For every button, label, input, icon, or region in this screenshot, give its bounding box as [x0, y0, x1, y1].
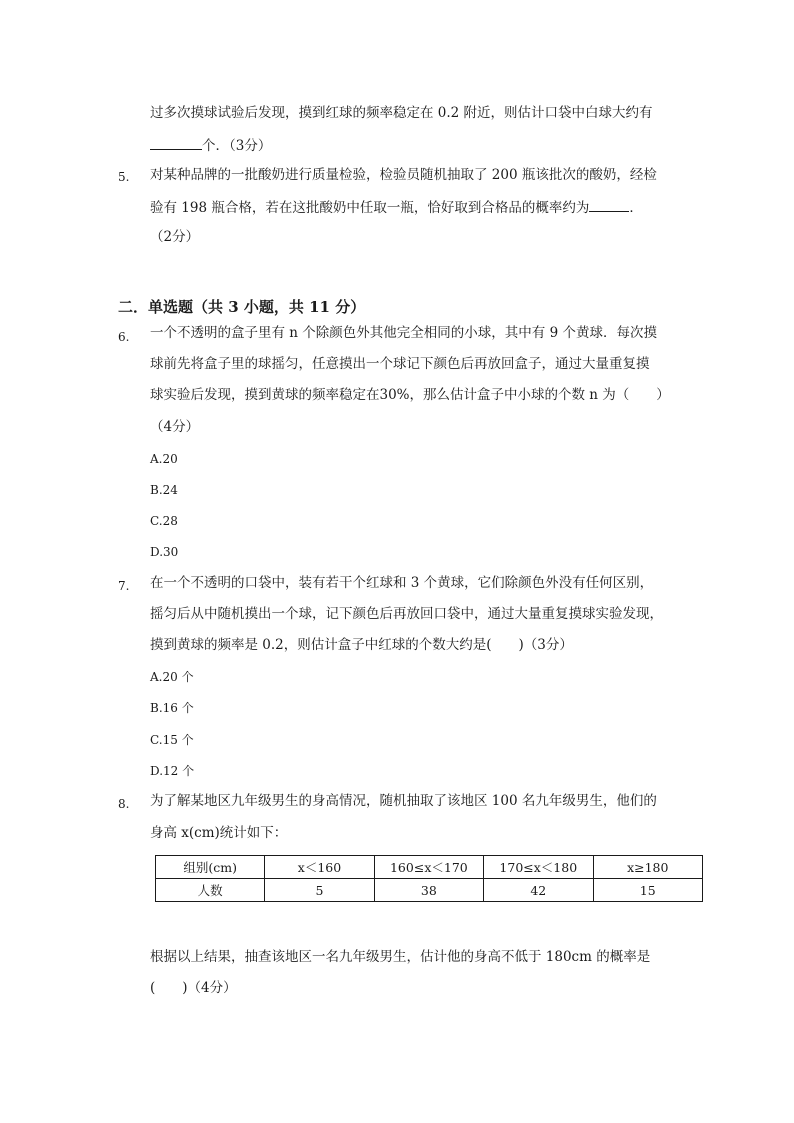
table-header-cell: 170≤x＜180: [484, 856, 593, 879]
table-header-cell: x＜160: [265, 856, 374, 879]
q5-line-1: 对某种品牌的一批酸奶进行质量检验，检验员随机抽取了 200 瓶该批次的酸奶，经检: [150, 167, 657, 183]
table-cell: 5: [265, 879, 374, 902]
q6-option-c: C.28: [150, 514, 178, 528]
q6-option-b: B.24: [150, 483, 178, 497]
q7-option-c: C.15 个: [150, 733, 194, 747]
table-row: [156, 879, 703, 902]
q8-line-4: ( )（4分）: [150, 980, 237, 996]
q4-line-1: 过多次摸球试验后发现，摸到红球的频率稳定在 0.2 附近，则估计口袋中白球大约有: [150, 105, 653, 121]
table-header-cell: 160≤x＜170: [374, 856, 483, 879]
table-row: [156, 856, 703, 879]
table-cell: 人数: [156, 879, 265, 902]
q6-line-2: 球前先将盒子里的球摇匀，任意摸出一个球记下颜色后再放回盒子，通过大量重复摸: [150, 356, 650, 372]
q7-number: 7.: [118, 579, 130, 593]
q8-line-2: 身高 x(cm)统计如下：: [150, 825, 288, 841]
answer-blank: [589, 197, 629, 212]
q6-line-3: 球实验后发现，摸到黄球的频率稳定在30%，那么估计盒子中小球的个数 n 为（ ）: [150, 387, 670, 403]
height-stats-table: [155, 855, 703, 902]
table-cell: 42: [484, 879, 593, 902]
q5-line-2-text: 验有 198 瓶合格，若在这批酸奶中任取一瓶，恰好取到合格品的概率约为: [150, 200, 590, 216]
section-heading: 二．单选题（共 3 小题，共 11 分）: [118, 298, 366, 316]
table-cell: 15: [593, 879, 702, 902]
q5-points: （2分）: [150, 229, 200, 245]
q7-option-b: B.16 个: [150, 701, 194, 715]
q4-line-2: [150, 135, 271, 155]
table-cell: 38: [374, 879, 483, 902]
q5-number: 5.: [118, 170, 130, 184]
q5-line-2: [150, 197, 643, 217]
q5-line-2-end: ．: [629, 200, 643, 216]
q7-option-a: A.20 个: [150, 670, 194, 684]
q4-line-2-suffix: 个．（3分）: [202, 138, 272, 154]
q6-number: 6.: [118, 330, 130, 344]
table-header-cell: x≥180: [593, 856, 702, 879]
q6-line-1: 一个不透明的盒子里有 n 个除颜色外其他完全相同的小球，其中有 9 个黄球．每次摸: [150, 325, 657, 341]
q7-line-2: 摇匀后从中随机摸出一个球，记下颜色后再放回口袋中，通过大量重复摸球实验发现，: [150, 606, 663, 622]
q7-line-1: 在一个不透明的口袋中，装有若干个红球和 3 个黄球，它们除颜色外没有任何区别，: [150, 575, 654, 591]
q6-points: （4分）: [150, 419, 200, 435]
q8-line-3: 根据以上结果，抽查该地区一名九年级男生，估计他的身高不低于 180cm 的概率是: [150, 949, 651, 965]
table-header-cell: 组别(cm): [156, 856, 265, 879]
answer-blank: [150, 135, 202, 150]
q6-option-d: D.30: [150, 545, 179, 559]
q8-number: 8.: [118, 797, 130, 811]
q7-line-3: 摸到黄球的频率是 0.2，则估计盒子中红球的个数大约是( )（3分）: [150, 637, 573, 653]
q6-option-a: A.20: [150, 452, 178, 466]
q7-option-d: D.12 个: [150, 764, 195, 778]
q8-line-1: 为了解某地区九年级男生的身高情况，随机抽取了该地区 100 名九年级男生，他们的: [150, 793, 657, 809]
